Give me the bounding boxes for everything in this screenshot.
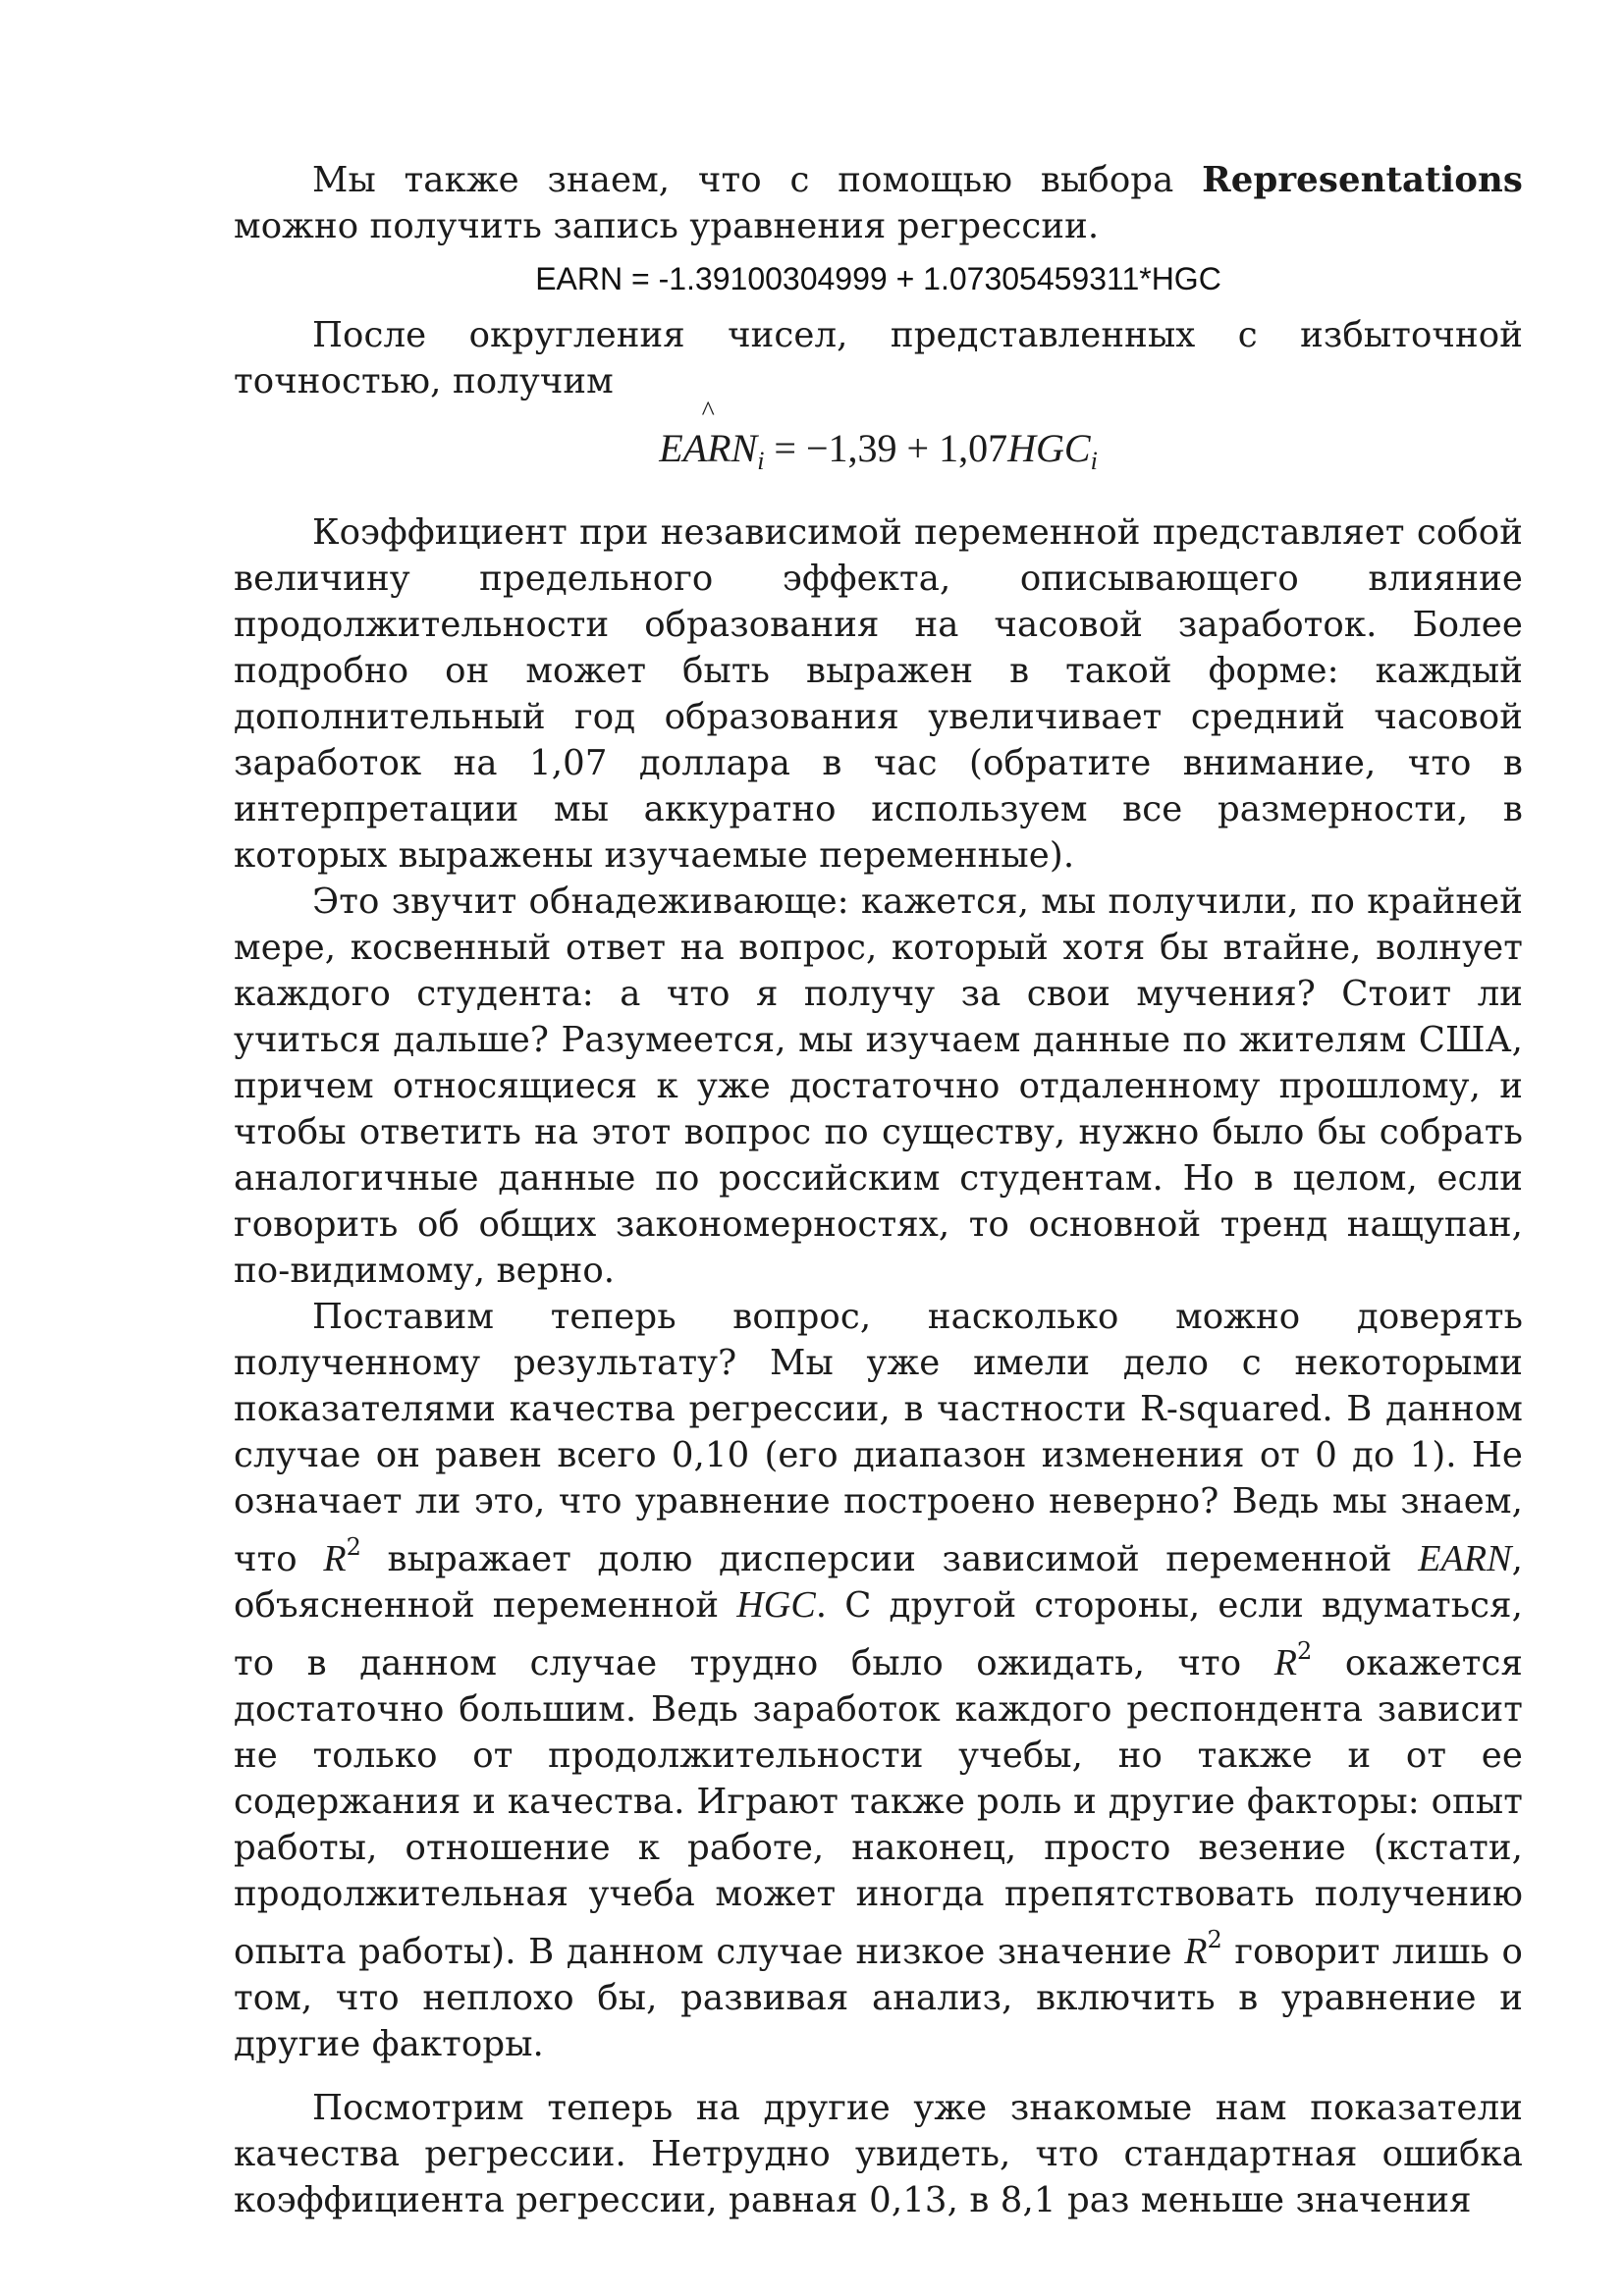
hgc-variable: HGC <box>736 1584 816 1626</box>
formula-earn-subscript: i <box>757 447 765 475</box>
r-squared-exponent: 2 <box>346 1533 361 1561</box>
document-page <box>234 157 1523 2223</box>
r2-text-6: говорит лишь о том, что неплохо бы, развивая анализ, включить в уравнение и другие факторы. <box>234 1932 1523 2064</box>
earn-variable: EARN <box>1418 1538 1512 1579</box>
intro-text: Мы также знаем, что с помощью выбора <box>312 160 1203 200</box>
r2-text-2: выражает долю дисперсии зависимой переменной <box>361 1539 1419 1579</box>
regression-equation-output: EARN = -1.39100304999 + 1.07305459311*HGC <box>535 261 1221 296</box>
paragraph-rounding: После округления чисел, представленных с избыточной точностью, получим <box>234 315 1523 401</box>
r2-text-5: окажется достаточно большим. Ведь заработок каждого респондента зависит не только от продолжительности учебы, но также и от ее содержания и качества. Играют также роль и другие факторы: опыт работы, отношение к работе, наконец, просто везение (кстати, продолжительная учеба может иногда препятствовать получению опыта работы). В данном случае низкое значение <box>234 1643 1523 1972</box>
paragraph-coefficient: Коэффициент при независимой переменной представляет собой величину предельного эффекта, описывающего влияние продолжительности образования на часовой заработок. Более подробно он может быть выражен в такой форме: каждый дополнительный год образования увеличивает средний часовой заработок на 1,07 доллара в час (обратите внимание, что в интерпретации мы аккуратно используем все размерности, в которых выражены изучаемые переменные). <box>234 512 1523 876</box>
r-symbol: R <box>1184 1931 1208 1972</box>
r2-text-1: Поставим теперь вопрос, насколько можно доверять полученному результату? Мы уже имели дело с некоторыми показателями качества регрессии, в частности R-squared. В данном случае он равен всего 0,10 (его диапазон изменения от 0 до 1). Не означает ли это, что уравнение построено неверно? Ведь мы знаем, что <box>234 1297 1523 1579</box>
formula-constant: = −1,39 + 1,07 <box>764 426 1008 470</box>
paragraph-encouraging: Это звучит обнадеживающе: кажется, мы получили, по крайней мере, косвенный ответ на вопрос, который хотя бы втайне, волнует каждого студента: а что я получу за свои мучения? Стоит ли учиться дальше? Разумеется, мы изучаем данные по жителям США, причем относящиеся к уже достаточно отдаленному прошлому, и чтобы ответить на этот вопрос по существу, нужно было бы собрать аналогичные данные по российским студентам. Но в целом, если говорить об общих закономерностях, то основной тренд нащупан, по-видимому, верно. <box>234 881 1523 1291</box>
paragraph-quality: Посмотрим теперь на другие уже знакомые нам показатели качества регрессии. Нетрудно увидеть, что стандартная ошибка коэффициента регрессии, равная 0,13, в 8,1 раз меньше значения <box>234 2088 1523 2220</box>
representations-term: Representations <box>1202 160 1523 200</box>
r-symbol: R <box>323 1538 347 1579</box>
formula-earn: EARN <box>659 426 758 470</box>
hat-symbol: ^ <box>701 397 715 427</box>
paragraph-r-squared <box>234 1294 1523 2067</box>
regression-formula <box>234 397 1523 486</box>
r2-text-4: . С другой стороны, если вдуматься, то в данном случае трудно было ожидать, что <box>234 1585 1523 1683</box>
r2-text-3: , объясненной переменной <box>234 1539 1523 1626</box>
earn-hat <box>659 397 758 473</box>
formula-hgc: HGC <box>1007 426 1091 470</box>
r-squared-exponent: 2 <box>1297 1637 1313 1665</box>
formula-hgc-subscript: i <box>1090 447 1098 475</box>
r-symbol: R <box>1273 1642 1298 1683</box>
r-squared-exponent: 2 <box>1207 1926 1222 1953</box>
paragraph-intro <box>234 157 1523 249</box>
intro-text-end: можно получить запись уравнения регрессии. <box>234 206 1100 246</box>
